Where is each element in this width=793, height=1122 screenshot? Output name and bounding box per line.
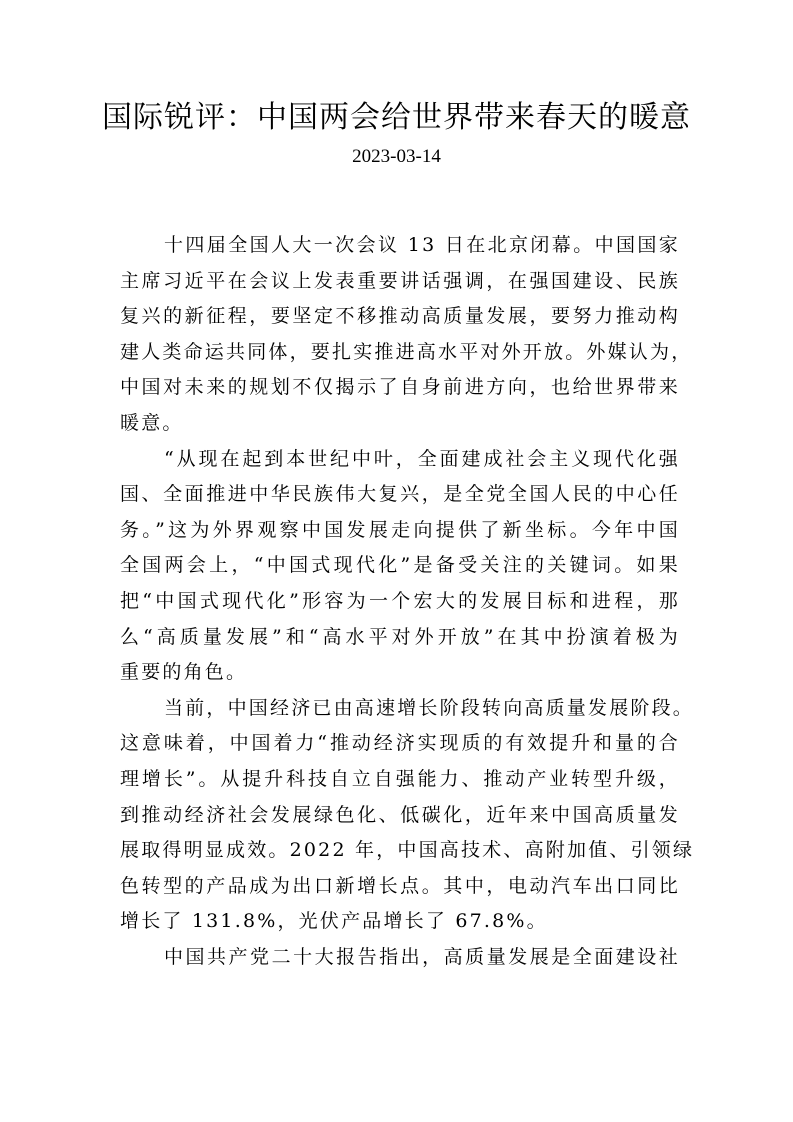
text-line: 么“高质量发展”和“高水平对外开放”在其中扮演着极为: [120, 625, 680, 648]
text-line: 暖意。: [120, 411, 184, 434]
text-line: 务。”这为外界观察中国发展走向提供了新坐标。今年中国: [120, 518, 680, 541]
text-line: 主席习近平在会议上发表重要讲话强调，在强国建设、民族: [120, 269, 680, 292]
paragraph: [120, 228, 693, 442]
text-line: 重要的角色。: [120, 661, 248, 684]
article-date: 2023-03-14: [352, 146, 441, 167]
paragraph: [120, 940, 680, 976]
paragraph: [120, 691, 695, 940]
article-title: 国际锐评：中国两会给世界带来春天的暖意: [102, 100, 691, 135]
text-line: 这意味着，中国着力“推动经济实现质的有效提升和量的合: [120, 732, 680, 755]
text-line: 展取得明显成效。2022 年，中国高技术、高附加值、引领绿: [120, 839, 695, 862]
paragraph: [120, 442, 680, 691]
text-line: 十四届全国人大一次会议 13 日在北京闭幕。中国国家: [164, 234, 680, 256]
text-line: 色转型的产品成为出口新增长点。其中，电动汽车出口同比: [120, 874, 680, 897]
text-line: 把“中国式现代化”形容为一个宏大的发展目标和进程，那: [120, 589, 680, 612]
text-line: 到推动经济社会发展绿色化、低碳化，近年来中国高质量发: [120, 803, 680, 826]
text-line: “从现在起到本世纪中叶，全面建成社会主义现代化强: [164, 447, 680, 470]
text-line: 建人类命运共同体，要扎实推进高水平对外开放。外媒认为，: [120, 340, 693, 363]
text-line: 国、全面推进中华民族伟大复兴，是全党全国人民的中心任: [120, 483, 680, 506]
text-line: 中国对未来的规划不仅揭示了自身前进方向，也给世界带来: [120, 376, 680, 399]
text-line: 当前，中国经济已由高速增长阶段转向高质量发展阶段。: [164, 696, 695, 719]
text-line: 中国共产党二十大报告指出，高质量发展是全面建设社: [164, 945, 680, 968]
text-line: 理增长”。从提升科技自立自强能力、推动产业转型升级，: [120, 767, 680, 790]
text-line: 增长了 131.8%，光伏产品增长了 67.8%。: [120, 910, 548, 933]
text-line: 复兴的新征程，要坚定不移推动高质量发展，要努力推动构: [120, 305, 680, 328]
article-body: [120, 228, 695, 975]
text-line: 全国两会上，“中国式现代化”是备受关注的关键词。如果: [120, 554, 680, 577]
